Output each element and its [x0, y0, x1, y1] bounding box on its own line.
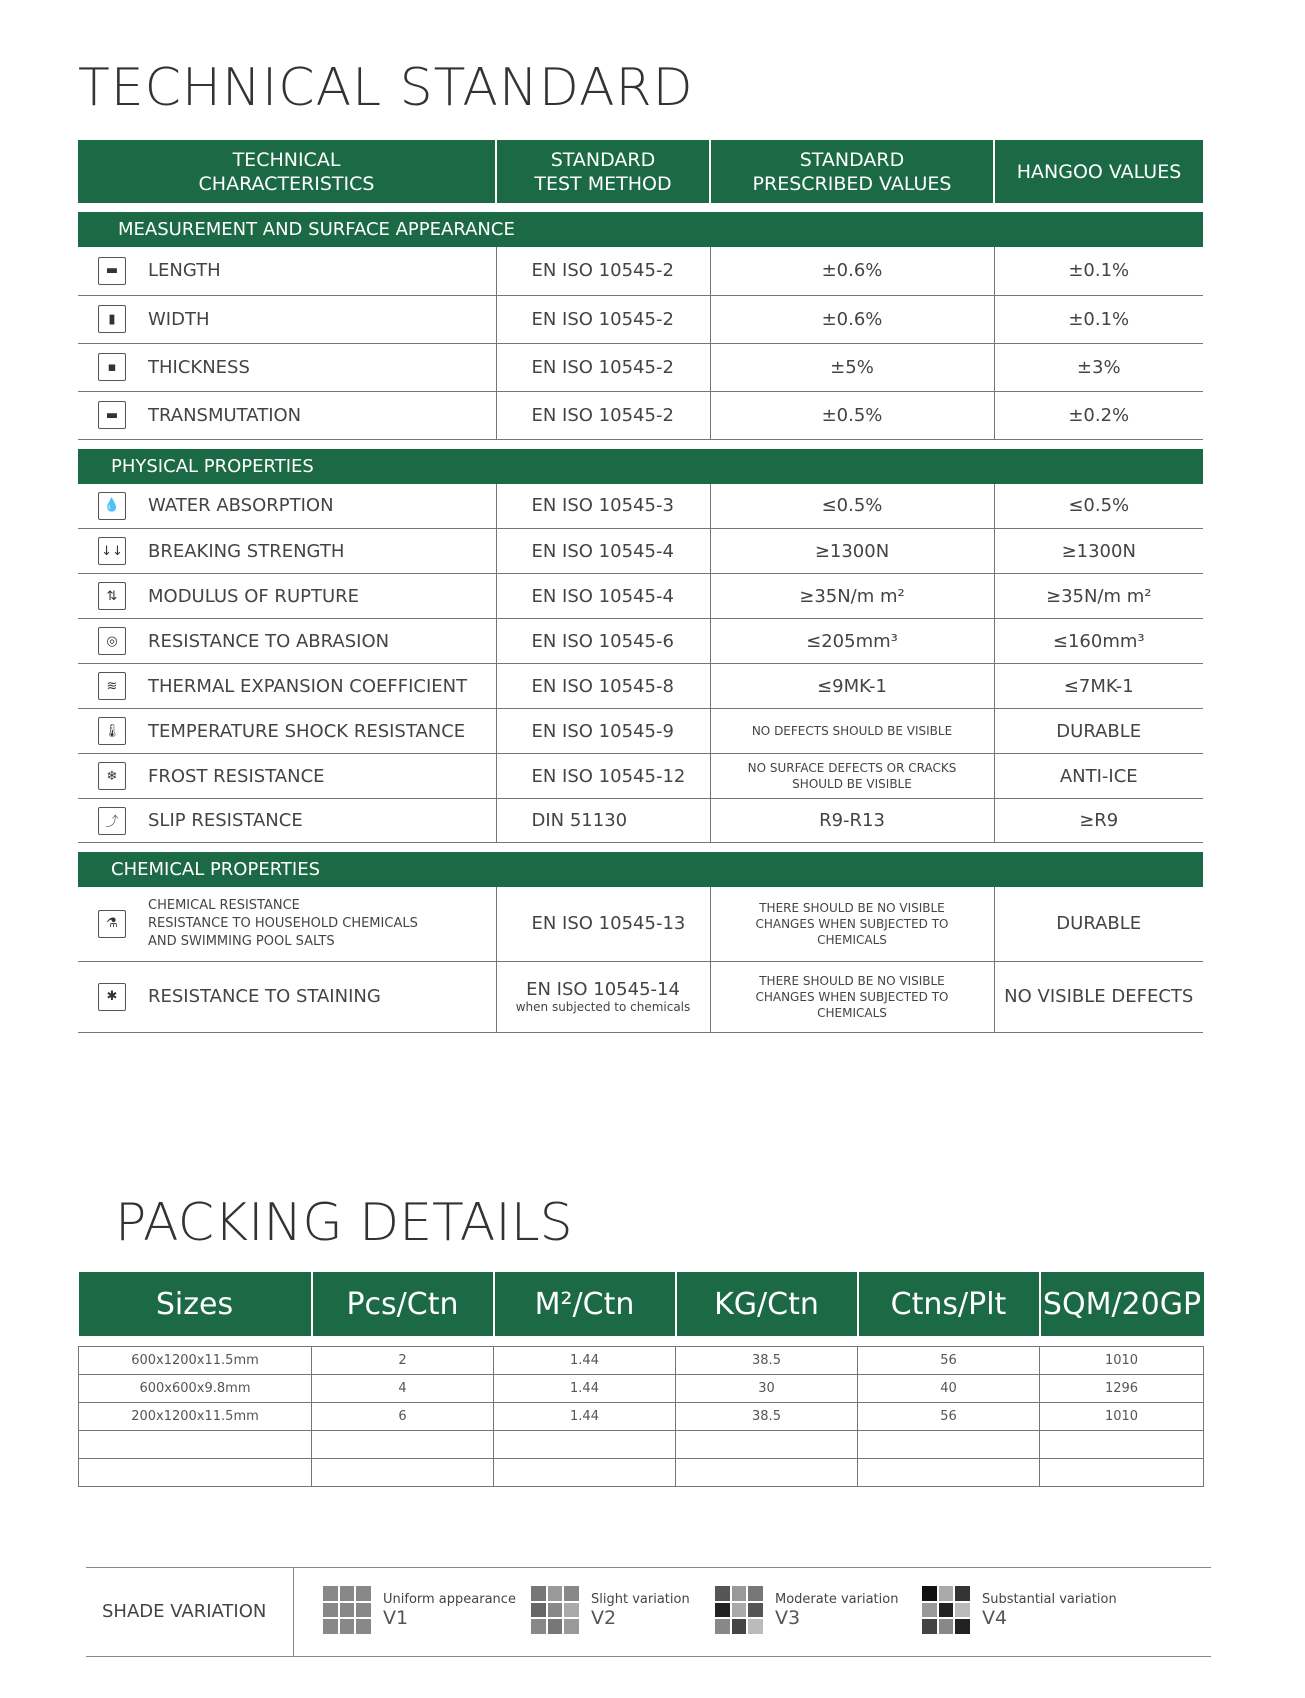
characteristic-cell: [78, 709, 496, 754]
section-title: PHYSICAL PROPERTIES: [78, 449, 1203, 484]
section-title: MEASUREMENT AND SURFACE APPEARANCE: [78, 212, 1203, 247]
packing-cell: 1296: [1040, 1375, 1204, 1403]
characteristic-label: [78, 537, 496, 565]
shade-grid-icon: [531, 1586, 579, 1634]
pressure-arrows-icon: ⇅: [98, 582, 126, 610]
characteristic-text: MODULUS OF RUPTURE: [148, 585, 360, 607]
shade-text: [982, 1592, 1117, 1629]
hangoo-value-cell: ≤160mm³: [994, 619, 1203, 664]
prescribed-value-cell: ≥1300N: [710, 529, 994, 574]
characteristic-cell: [78, 754, 496, 799]
packing-header-4: Ctns/Plt: [858, 1272, 1040, 1336]
characteristic-text: WIDTH: [148, 308, 210, 330]
packing-cell: 56: [858, 1403, 1040, 1431]
packing-header-2: M²/Ctn: [494, 1272, 676, 1336]
packing-cell: 600x1200x11.5mm: [79, 1347, 312, 1375]
packing-cell: 2: [312, 1347, 494, 1375]
characteristic-label: [78, 401, 496, 429]
packing-cell: 1010: [1040, 1347, 1204, 1375]
test-method-cell: EN ISO 10545-4: [496, 529, 710, 574]
shade-text: [591, 1592, 690, 1629]
water-drops-icon: 💧: [98, 492, 126, 520]
prescribed-value-cell: ±5%: [710, 343, 994, 391]
table-row: [78, 295, 1203, 343]
table-row: [78, 574, 1203, 619]
thermometer-icon: 🌡: [98, 717, 126, 745]
characteristic-label: [78, 627, 496, 655]
packing-cell: [1040, 1431, 1204, 1459]
test-method-cell: EN ISO 10545-2: [496, 391, 710, 439]
table-row: [78, 619, 1203, 664]
hangoo-value-cell: ≥R9: [994, 799, 1203, 843]
characteristic-text: THICKNESS: [148, 356, 250, 378]
table-row: [78, 484, 1203, 529]
packing-cell: 1.44: [494, 1375, 676, 1403]
packing-row: [79, 1347, 1204, 1375]
prescribed-value-cell: ≤205mm³: [710, 619, 994, 664]
test-method-cell: DIN 51130: [496, 799, 710, 843]
transmutation-icon: ▬: [98, 401, 126, 429]
packing-cell: 1010: [1040, 1403, 1204, 1431]
table-row: [78, 799, 1203, 843]
width-icon: ▮: [98, 305, 126, 333]
shade-divider: [293, 1568, 294, 1656]
characteristic-text: SLIP RESISTANCE: [148, 810, 303, 831]
characteristic-cell: [78, 887, 496, 961]
packing-details-table: [78, 1272, 1204, 1487]
tech-header-1: STANDARD TEST METHOD: [496, 140, 710, 203]
prescribed-value-cell: ≤0.5%: [710, 484, 994, 529]
chemical-flask-icon: ⚗: [98, 910, 126, 938]
characteristic-text: FROST RESISTANCE: [148, 765, 325, 787]
characteristic-text: TRANSMUTATION: [148, 404, 302, 426]
packing-cell: 38.5: [676, 1403, 858, 1431]
prescribed-value-cell: ±0.5%: [710, 391, 994, 439]
hangoo-value-cell: DURABLE: [994, 709, 1203, 754]
packing-cell: 1.44: [494, 1403, 676, 1431]
hangoo-value-cell: ANTI-ICE: [994, 754, 1203, 799]
characteristic-text: LENGTH: [148, 260, 221, 282]
shade-code: V2: [591, 1606, 617, 1629]
test-method-cell: EN ISO 10545-9: [496, 709, 710, 754]
packing-cell: [79, 1431, 312, 1459]
shade-code: V1: [383, 1606, 409, 1629]
thickness-icon: ▪: [98, 353, 126, 381]
packing-row: [79, 1459, 1204, 1487]
heat-waves-icon: ≋: [98, 672, 126, 700]
technical-standard-title: TECHNICAL STANDARD: [78, 58, 694, 118]
section-spacer: [78, 439, 1203, 449]
test-method-cell: EN ISO 10545-14 when subjected to chemicals: [496, 961, 710, 1032]
prescribed-value-cell: R9-R13: [710, 799, 994, 843]
table-row: [78, 529, 1203, 574]
shade-grid-icon: [323, 1586, 371, 1634]
characteristic-label: [78, 672, 496, 700]
shade-grid-icon: [715, 1586, 763, 1634]
characteristic-cell: [78, 295, 496, 343]
shade-code: V3: [775, 1606, 801, 1629]
characteristic-cell: [78, 664, 496, 709]
characteristic-label: [78, 983, 496, 1011]
characteristic-text: WATER ABSORPTION: [148, 495, 334, 517]
section-spacer: [78, 203, 1203, 212]
technical-standard-table: [78, 140, 1203, 1033]
shade-swatch-v4: [922, 1586, 1117, 1634]
characteristic-label: [78, 492, 496, 520]
characteristic-label: [78, 717, 496, 745]
characteristic-cell: [78, 484, 496, 529]
prescribed-value-cell: THERE SHOULD BE NO VISIBLE CHANGES WHEN SUBJECTED TO CHEMICALS: [710, 887, 994, 961]
table-row: [78, 343, 1203, 391]
packing-cell: [494, 1431, 676, 1459]
hangoo-value-cell: ≤7MK-1: [994, 664, 1203, 709]
characteristic-text: RESISTANCE TO STAINING: [148, 986, 381, 1007]
characteristic-label: [78, 582, 496, 610]
prescribed-value-cell: ≤9MK-1: [710, 664, 994, 709]
packing-cell: [494, 1459, 676, 1487]
shade-variation-bar: [86, 1567, 1211, 1657]
shade-text: [775, 1592, 898, 1629]
shade-description: Substantial variation: [982, 1591, 1117, 1607]
packing-row: [79, 1431, 1204, 1459]
characteristic-cell: [78, 574, 496, 619]
shade-swatch-v1: [323, 1586, 516, 1634]
section-spacer: [78, 843, 1203, 853]
abrasion-icon: ◎: [98, 627, 126, 655]
shade-description: Moderate variation: [775, 1591, 899, 1607]
hangoo-value-cell: ≥1300N: [994, 529, 1203, 574]
slip-icon: ⤴: [98, 807, 126, 835]
hangoo-value-cell: ±0.2%: [994, 391, 1203, 439]
characteristic-cell: [78, 247, 496, 295]
hangoo-value-cell: ≤0.5%: [994, 484, 1203, 529]
packing-cell: [312, 1431, 494, 1459]
packing-cell: 30: [676, 1375, 858, 1403]
characteristic-cell: [78, 961, 496, 1032]
hangoo-value-cell: ±0.1%: [994, 247, 1203, 295]
tech-header-0: TECHNICAL CHARACTERISTICS: [78, 140, 496, 203]
down-arrows-icon: ↓↓: [98, 537, 126, 565]
test-method-cell: EN ISO 10545-4: [496, 574, 710, 619]
packing-header-5: SQM/20GP: [1040, 1272, 1204, 1336]
test-method-cell: EN ISO 10545-13: [496, 887, 710, 961]
prescribed-value-cell: NO DEFECTS SHOULD BE VISIBLE: [710, 709, 994, 754]
characteristic-text: TEMPERATURE SHOCK RESISTANCE: [148, 720, 466, 742]
packing-cell: [676, 1459, 858, 1487]
packing-cell: [312, 1459, 494, 1487]
characteristic-cell: [78, 391, 496, 439]
snowflake-icon: ❄: [98, 762, 126, 790]
prescribed-value-cell: ≥35N/m m²: [710, 574, 994, 619]
section-title: CHEMICAL PROPERTIES: [78, 852, 1203, 887]
packing-header-3: KG/Ctn: [676, 1272, 858, 1336]
packing-cell: 38.5: [676, 1347, 858, 1375]
test-method-cell: EN ISO 10545-12: [496, 754, 710, 799]
shade-grid-icon: [922, 1586, 970, 1634]
section-header: [78, 852, 1203, 887]
packing-cell: 40: [858, 1375, 1040, 1403]
packing-cell: 56: [858, 1347, 1040, 1375]
packing-cell: 200x1200x11.5mm: [79, 1403, 312, 1431]
packing-gap: [79, 1336, 1204, 1347]
hangoo-value-cell: DURABLE: [994, 887, 1203, 961]
test-method-cell: EN ISO 10545-6: [496, 619, 710, 664]
shade-text: [383, 1592, 516, 1629]
characteristic-cell: [78, 343, 496, 391]
section-header: [78, 449, 1203, 484]
hangoo-value-cell: NO VISIBLE DEFECTS: [994, 961, 1203, 1032]
test-method-cell: EN ISO 10545-2: [496, 247, 710, 295]
hangoo-value-cell: ±0.1%: [994, 295, 1203, 343]
test-method-note: when subjected to chemicals: [515, 1000, 691, 1014]
test-method-cell: EN ISO 10545-3: [496, 484, 710, 529]
tech-header-2: STANDARD PRESCRIBED VALUES: [710, 140, 994, 203]
hangoo-value-cell: ±3%: [994, 343, 1203, 391]
table-row: [78, 247, 1203, 295]
shade-description: Uniform appearance: [383, 1591, 516, 1607]
test-method-cell: EN ISO 10545-8: [496, 664, 710, 709]
length-icon: ▬: [98, 257, 126, 285]
packing-cell: [1040, 1459, 1204, 1487]
prescribed-value-cell: THERE SHOULD BE NO VISIBLE CHANGES WHEN SUBJECTED TO CHEMICALS: [710, 961, 994, 1032]
table-row: [78, 887, 1203, 961]
shade-swatch-v3: [715, 1586, 898, 1634]
characteristic-label: [78, 897, 496, 951]
table-row: [78, 664, 1203, 709]
characteristic-text: CHEMICAL RESISTANCE RESISTANCE TO HOUSEHOLD CHEMICALS AND SWIMMING POOL SALTS: [148, 897, 418, 949]
packing-cell: 1.44: [494, 1347, 676, 1375]
prescribed-value-cell: NO SURFACE DEFECTS OR CRACKS SHOULD BE VISIBLE: [710, 754, 994, 799]
characteristic-label: [78, 762, 496, 790]
packing-cell: [79, 1459, 312, 1487]
characteristic-label: [78, 807, 496, 835]
shade-variation-label: SHADE VARIATION: [102, 1601, 267, 1622]
packing-header-0: Sizes: [79, 1272, 312, 1336]
packing-details-title: PACKING DETAILS: [115, 1193, 573, 1253]
characteristic-label: [78, 353, 496, 381]
characteristic-label: [78, 305, 496, 333]
packing-cell: 6: [312, 1403, 494, 1431]
section-header: [78, 212, 1203, 247]
characteristic-label: [78, 257, 496, 285]
characteristic-cell: [78, 619, 496, 664]
shade-swatch-v2: [531, 1586, 690, 1634]
packing-cell: [858, 1431, 1040, 1459]
table-row: [78, 961, 1203, 1032]
characteristic-text: THERMAL EXPANSION COEFFICIENT: [148, 675, 468, 697]
hangoo-value-cell: ≥35N/m m²: [994, 574, 1203, 619]
shade-description: Slight variation: [591, 1591, 690, 1607]
tech-header-3: HANGOO VALUES: [994, 140, 1203, 203]
characteristic-cell: [78, 529, 496, 574]
table-row: [78, 709, 1203, 754]
test-method-cell: EN ISO 10545-2: [496, 343, 710, 391]
table-row: [78, 754, 1203, 799]
characteristic-cell: [78, 799, 496, 843]
characteristic-text: RESISTANCE TO ABRASION: [148, 630, 390, 652]
prescribed-value-cell: ±0.6%: [710, 247, 994, 295]
packing-header-1: Pcs/Ctn: [312, 1272, 494, 1336]
shade-code: V4: [982, 1606, 1008, 1629]
packing-cell: [858, 1459, 1040, 1487]
characteristic-text: BREAKING STRENGTH: [148, 540, 345, 562]
stain-icon: ✱: [98, 983, 126, 1011]
table-row: [78, 391, 1203, 439]
packing-cell: 600x600x9.8mm: [79, 1375, 312, 1403]
prescribed-value-cell: ±0.6%: [710, 295, 994, 343]
packing-row: [79, 1375, 1204, 1403]
test-method-cell: EN ISO 10545-2: [496, 295, 710, 343]
packing-cell: [676, 1431, 858, 1459]
packing-row: [79, 1403, 1204, 1431]
packing-cell: 4: [312, 1375, 494, 1403]
